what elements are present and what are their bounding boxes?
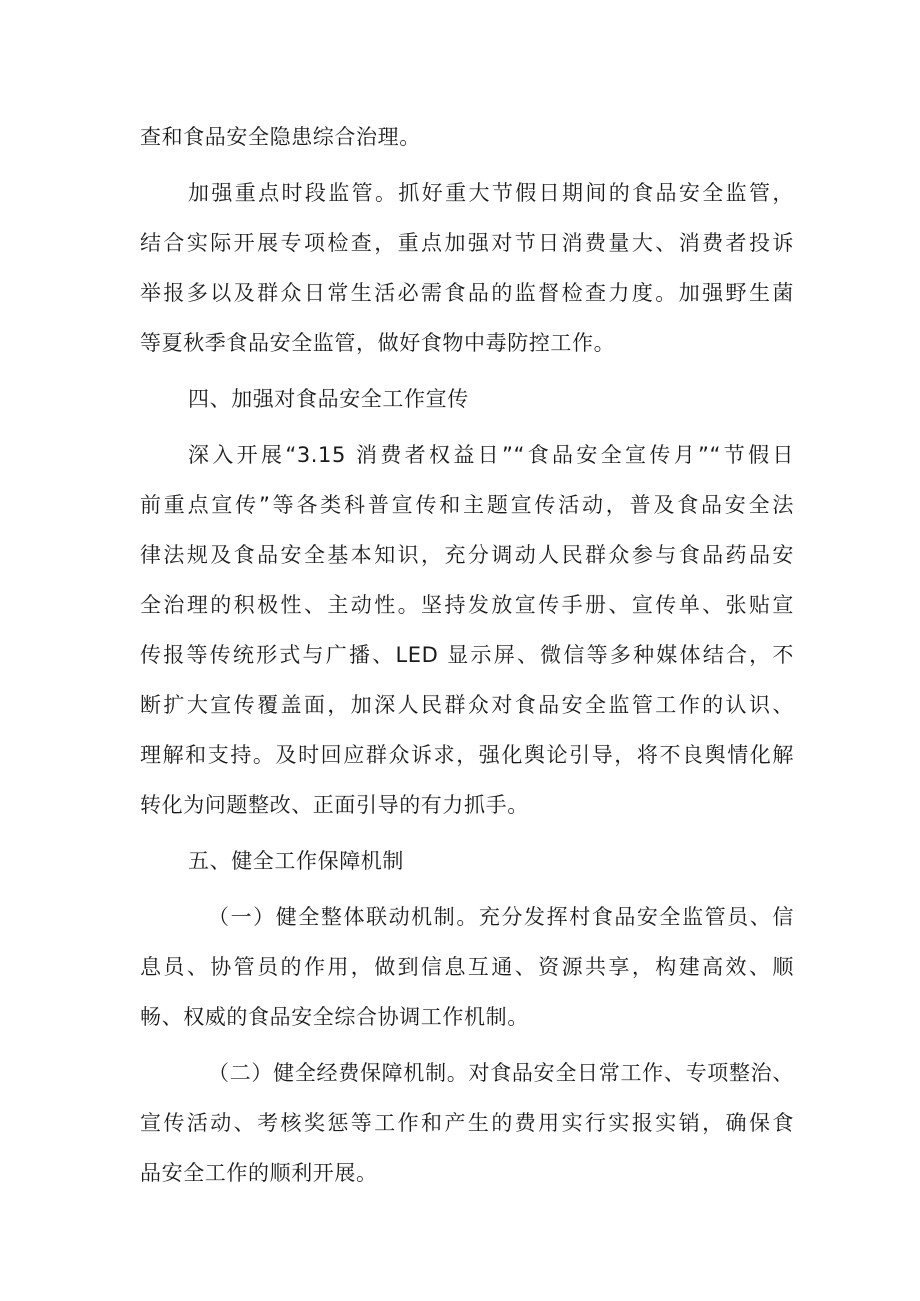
body-text-line: 查和食品安全隐患综合治理。: [140, 125, 421, 149]
body-text-line: 理解和支持。及时回应群众诉求，强化舆论引导，将不良舆情化解: [140, 743, 794, 767]
section-heading: 四、加强对食品安全工作宣传: [188, 387, 469, 411]
body-text-line: 深入开展“3.15 消费者权益日”“食品安全宣传月”“节假日: [188, 443, 794, 467]
body-text-line: 息员、协管员的作用，做到信息互通、资源共享，构建高效、顺: [140, 955, 794, 979]
body-text-line: 断扩大宣传覆盖面，加深人民群众对食品安全监管工作的认识、: [140, 693, 794, 717]
body-text-line: 全治理的积极性、主动性。坚持发放宣传手册、宣传单、张贴宣: [140, 593, 794, 617]
body-text-line: 畅、权威的食品安全综合协调工作机制。: [140, 1005, 529, 1029]
body-text-line: 举报多以及群众日常生活必需食品的监督检查力度。加强野生菌: [140, 281, 794, 305]
body-text-line: 品安全工作的顺利开展。: [140, 1161, 378, 1185]
body-text-line: 转化为问题整改、正面引导的有力抓手。: [140, 793, 529, 817]
body-text-line: （一）健全整体联动机制。充分发挥村食品安全监管员、信: [208, 905, 794, 929]
body-text-line: 前重点宣传”等各类科普宣传和主题宣传活动，普及食品安全法: [140, 493, 794, 517]
body-text-line: 等夏秋季食品安全监管，做好食物中毒防控工作。: [140, 331, 616, 355]
body-text-line: （二）健全经费保障机制。对食品安全日常工作、专项整治、: [208, 1061, 794, 1085]
body-text-line: 结合实际开展专项检查，重点加强对节日消费量大、消费者投诉: [140, 231, 794, 255]
body-text-line: 律法规及食品安全基本知识，充分调动人民群众参与食品药品安: [140, 543, 794, 567]
document-body: [140, 112, 794, 1198]
body-text-line: 加强重点时段监管。抓好重大节假日期间的食品安全监管，: [188, 181, 794, 205]
body-text-line: 宣传活动、考核奖惩等工作和产生的费用实行实报实销，确保食: [140, 1111, 794, 1135]
section-heading: 五、健全工作保障机制: [188, 849, 404, 873]
body-text-line: 传报等传统形式与广播、LED 显示屏、微信等多种媒体结合，不: [140, 643, 794, 667]
